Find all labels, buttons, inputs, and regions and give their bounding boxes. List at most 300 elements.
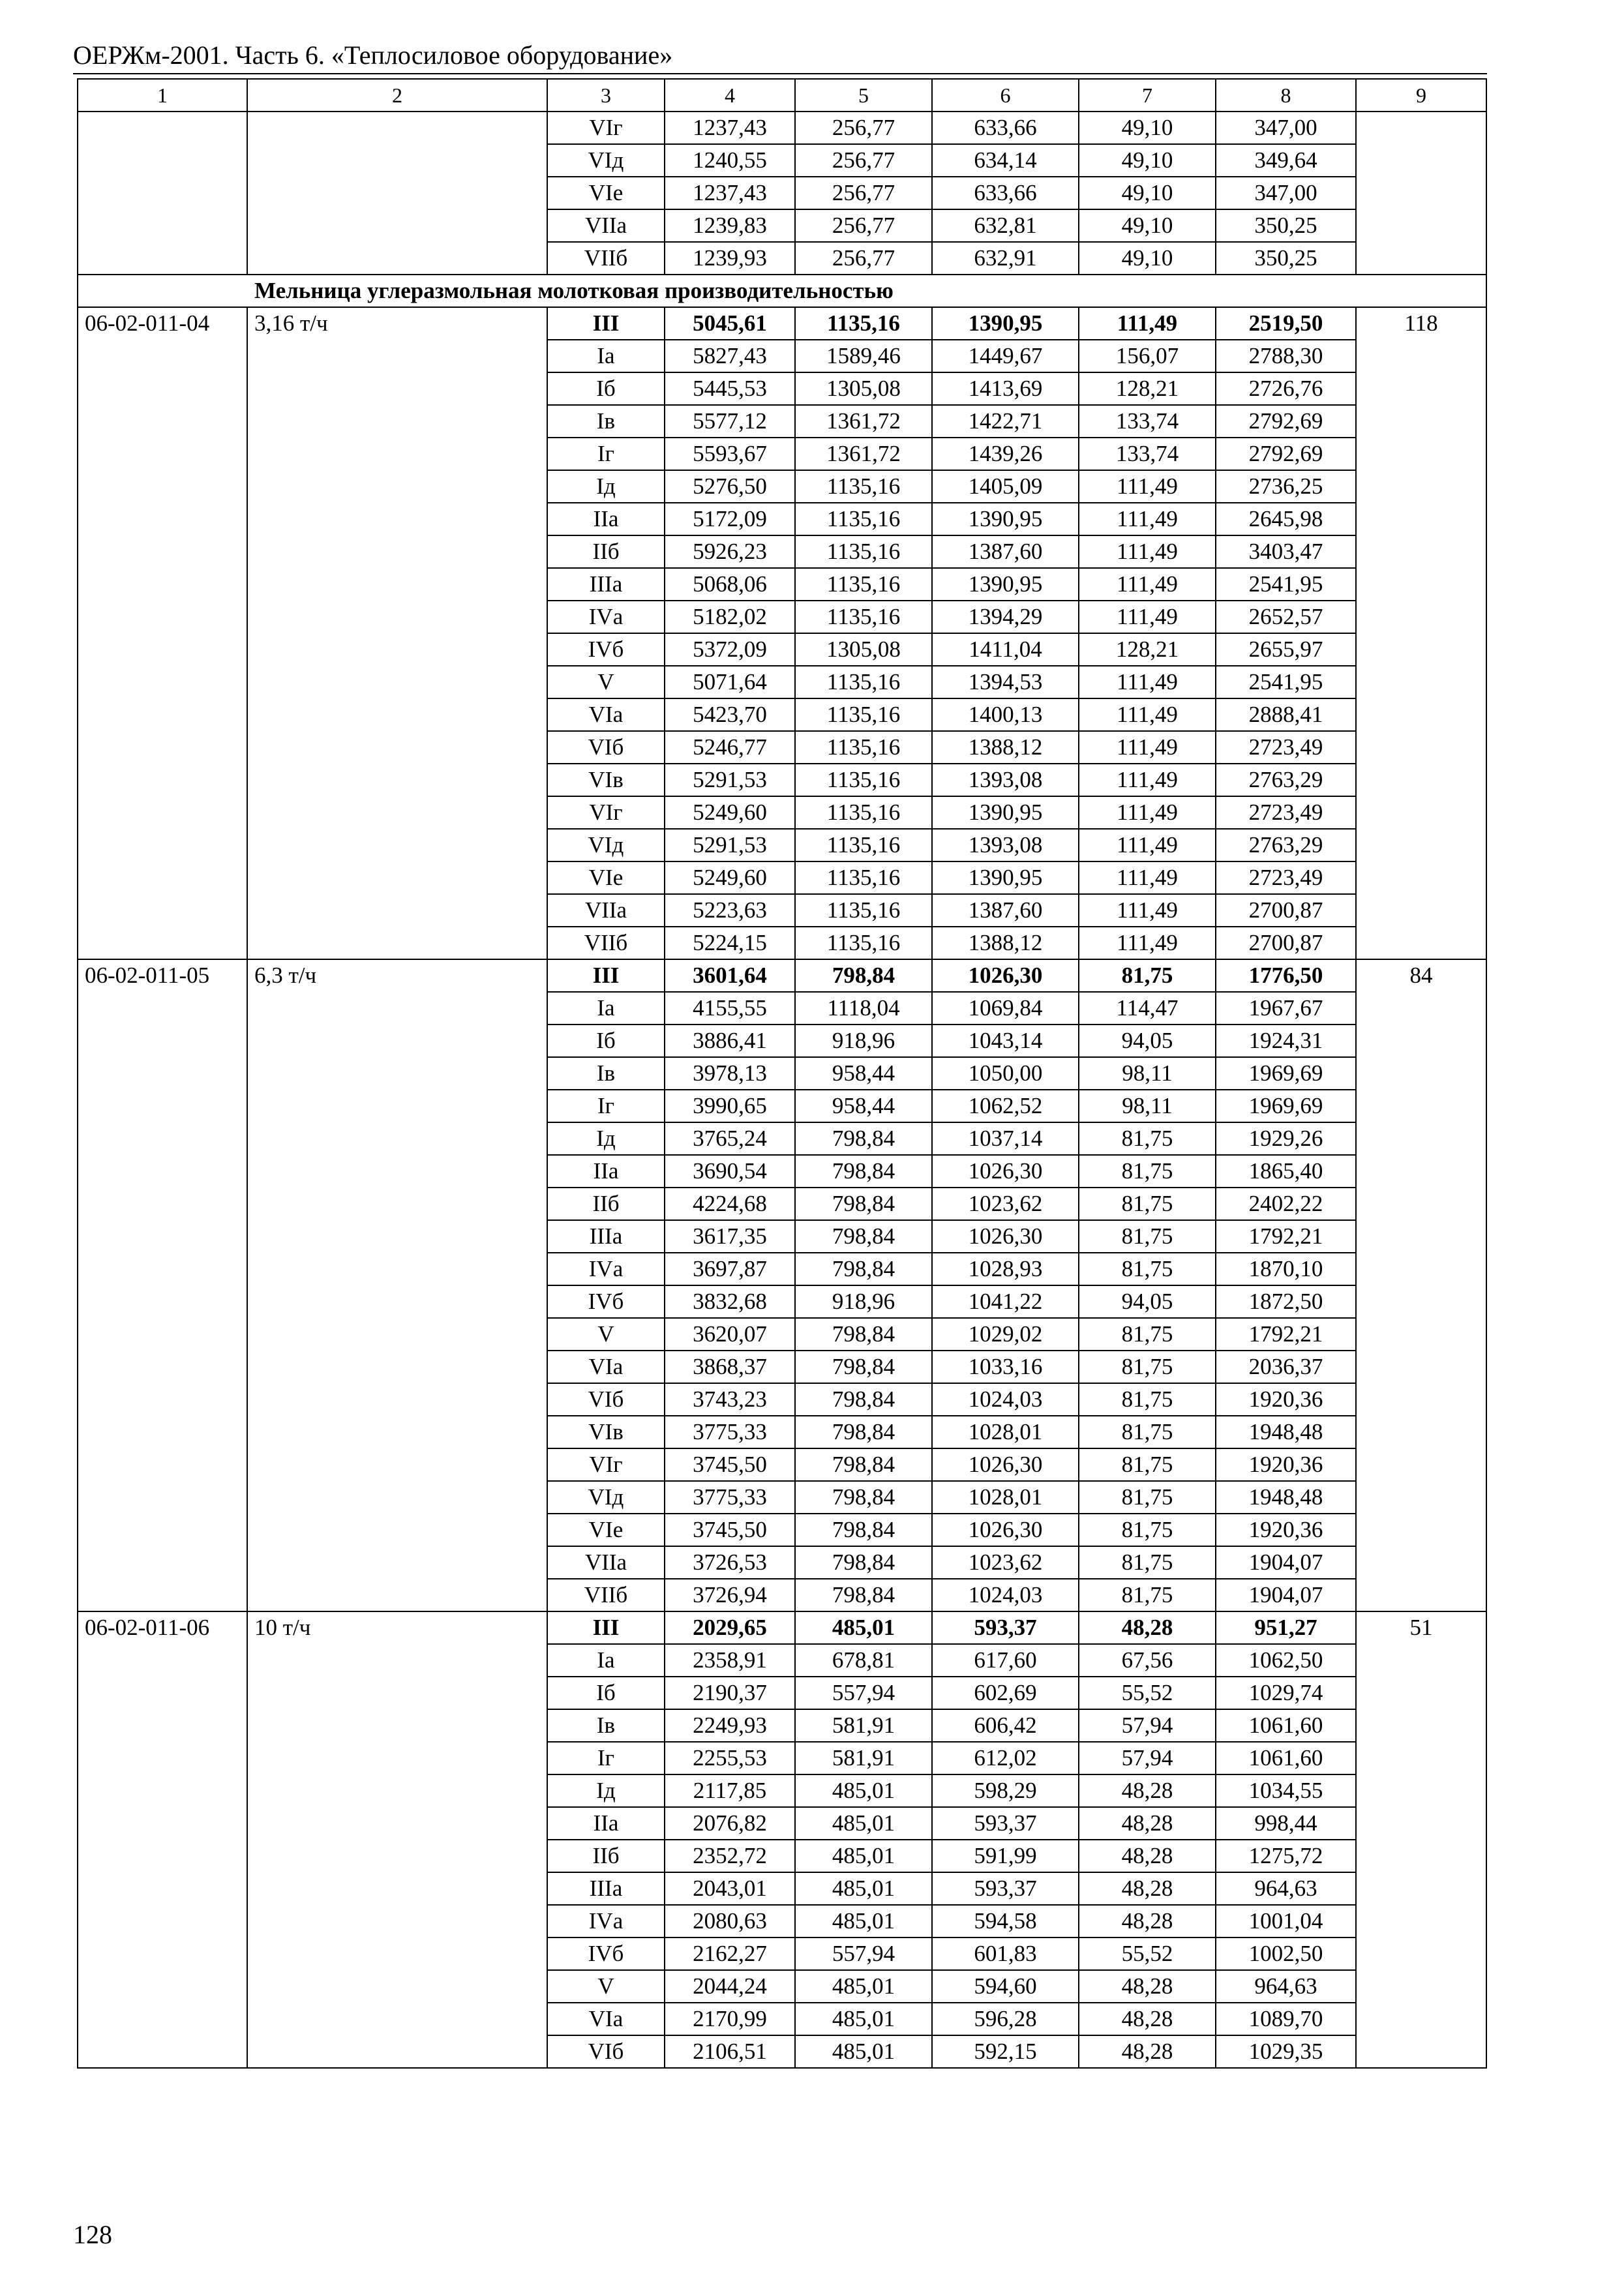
table-row [78,1611,1486,1644]
value-cell: 798,84 [795,1416,932,1448]
value-cell: 1135,16 [795,666,932,698]
col9-cell: 84 [1356,959,1486,1611]
zone-cell: VIб [547,731,665,764]
value-cell: 5246,77 [665,731,795,764]
column-number: 2 [247,79,547,112]
value-cell: 601,83 [932,1937,1079,1970]
value-cell: 256,77 [795,144,932,177]
zone-cell: IVа [547,1253,665,1285]
zone-cell: V [547,666,665,698]
value-cell: 2792,69 [1216,405,1356,438]
value-cell: 1037,14 [932,1122,1079,1155]
rate-code: 06-02-011-05 [78,959,247,1611]
value-cell: 3690,54 [665,1155,795,1188]
value-cell: 128,21 [1079,633,1216,666]
section-row [78,275,1486,307]
value-cell: 133,74 [1079,438,1216,470]
value-cell: 958,44 [795,1057,932,1090]
zone-cell: IIа [547,1807,665,1840]
column-number-row [78,79,1486,112]
value-cell: 592,15 [932,2035,1079,2068]
value-cell: 1967,67 [1216,992,1356,1025]
value-cell: 632,81 [932,209,1079,242]
column-number: 3 [547,79,665,112]
zone-cell: III [547,307,665,340]
value-cell: 2162,27 [665,1937,795,1970]
value-cell: 111,49 [1079,927,1216,959]
table-row [78,959,1486,992]
value-cell: 593,37 [932,1872,1079,1905]
value-cell: 1393,08 [932,764,1079,796]
value-cell: 1400,13 [932,698,1079,731]
zone-cell: VIе [547,177,665,209]
zone-cell: VIIб [547,927,665,959]
value-cell: 2352,72 [665,1840,795,1872]
value-cell: 5068,06 [665,568,795,601]
value-cell: 998,44 [1216,1807,1356,1840]
value-cell: 1135,16 [795,861,932,894]
rate-name: 3,16 т/ч [247,307,547,959]
value-cell: 1792,21 [1216,1318,1356,1351]
value-cell: 1929,26 [1216,1122,1356,1155]
value-cell: 594,58 [932,1905,1079,1937]
value-cell: 1870,10 [1216,1253,1356,1285]
zone-cell: VIд [547,829,665,861]
value-cell: 49,10 [1079,112,1216,144]
value-cell: 57,94 [1079,1742,1216,1774]
value-cell: 678,81 [795,1644,932,1677]
value-cell: 1776,50 [1216,959,1356,992]
value-cell: 1904,07 [1216,1579,1356,1611]
zone-cell: III [547,959,665,992]
value-cell: 2402,22 [1216,1188,1356,1220]
value-cell: 111,49 [1079,666,1216,698]
value-cell: 2723,49 [1216,731,1356,764]
zone-cell: VIг [547,796,665,829]
value-cell: 111,49 [1079,796,1216,829]
value-cell: 1387,60 [932,894,1079,927]
value-cell: 1026,30 [932,1220,1079,1253]
zone-cell: V [547,1970,665,2003]
value-cell: 1792,21 [1216,1220,1356,1253]
value-cell: 111,49 [1079,568,1216,601]
zone-cell: VIв [547,1416,665,1448]
value-cell: 1405,09 [932,470,1079,503]
zone-cell: Iг [547,1742,665,1774]
zone-cell: Iг [547,438,665,470]
value-cell: 1028,01 [932,1416,1079,1448]
zone-cell: Iв [547,1709,665,1742]
value-cell: 798,84 [795,1318,932,1351]
value-cell: 1969,69 [1216,1057,1356,1090]
value-cell: 798,84 [795,1448,932,1481]
value-cell: 256,77 [795,242,932,275]
value-cell: 2044,24 [665,1970,795,2003]
value-cell: 5593,67 [665,438,795,470]
value-cell: 1062,52 [932,1090,1079,1122]
value-cell: 1033,16 [932,1351,1079,1383]
column-number: 9 [1356,79,1486,112]
value-cell: 347,00 [1216,112,1356,144]
value-cell: 1028,01 [932,1481,1079,1514]
zone-cell: IIб [547,535,665,568]
value-cell: 593,37 [932,1807,1079,1840]
zone-cell: IIа [547,503,665,535]
value-cell: 81,75 [1079,1448,1216,1481]
value-cell: 2541,95 [1216,568,1356,601]
value-cell: 48,28 [1079,1840,1216,1872]
column-number: 8 [1216,79,1356,112]
zone-cell: III [547,1611,665,1644]
value-cell: 55,52 [1079,1937,1216,1970]
zone-cell: VIб [547,1383,665,1416]
value-cell: 1589,46 [795,340,932,372]
zone-cell: Iа [547,1644,665,1677]
rates-table [77,78,1486,2069]
value-cell: 98,11 [1079,1057,1216,1090]
value-cell: 1240,55 [665,144,795,177]
value-cell: 2190,37 [665,1677,795,1709]
value-cell: 1135,16 [795,307,932,340]
zone-cell: VIIб [547,242,665,275]
value-cell: 48,28 [1079,1970,1216,2003]
value-cell: 1275,72 [1216,1840,1356,1872]
value-cell: 617,60 [932,1644,1079,1677]
zone-cell: IIIа [547,1220,665,1253]
value-cell: 1029,02 [932,1318,1079,1351]
zone-cell: Iб [547,1025,665,1057]
zone-cell: IIIа [547,1872,665,1905]
value-cell: 606,42 [932,1709,1079,1742]
value-cell: 49,10 [1079,177,1216,209]
value-cell: 1069,84 [932,992,1079,1025]
value-cell: 632,91 [932,242,1079,275]
value-cell: 2652,57 [1216,601,1356,633]
value-cell: 596,28 [932,2003,1079,2035]
value-cell: 485,01 [795,1807,932,1840]
value-cell: 94,05 [1079,1025,1216,1057]
value-cell: 111,49 [1079,601,1216,633]
value-cell: 798,84 [795,1481,932,1514]
value-cell: 594,60 [932,1970,1079,2003]
value-cell: 4224,68 [665,1188,795,1220]
value-cell: 798,84 [795,1220,932,1253]
zone-cell: Iд [547,1774,665,1807]
value-cell: 1948,48 [1216,1416,1356,1448]
value-cell: 5445,53 [665,372,795,405]
value-cell: 798,84 [795,1155,932,1188]
value-cell: 798,84 [795,1383,932,1416]
value-cell: 485,01 [795,1970,932,2003]
value-cell: 2763,29 [1216,829,1356,861]
value-cell: 1237,43 [665,177,795,209]
code-cell [78,112,247,275]
value-cell: 3403,47 [1216,535,1356,568]
value-cell: 557,94 [795,1677,932,1709]
zone-cell: Iг [547,1090,665,1122]
value-cell: 612,02 [932,1742,1079,1774]
value-cell: 1002,50 [1216,1937,1356,1970]
value-cell: 1089,70 [1216,2003,1356,2035]
value-cell: 2736,25 [1216,470,1356,503]
value-cell: 111,49 [1079,894,1216,927]
rate-name: 10 т/ч [247,1611,547,2068]
zone-cell: VIг [547,1448,665,1481]
value-cell: 3775,33 [665,1481,795,1514]
zone-cell: Iд [547,1122,665,1155]
value-cell: 1026,30 [932,1514,1079,1546]
value-cell: 798,84 [795,1514,932,1546]
value-cell: 81,75 [1079,1579,1216,1611]
value-cell: 48,28 [1079,2035,1216,2068]
value-cell: 633,66 [932,112,1079,144]
value-cell: 1118,04 [795,992,932,1025]
value-cell: 1034,55 [1216,1774,1356,1807]
value-cell: 3990,65 [665,1090,795,1122]
zone-cell: Iа [547,992,665,1025]
value-cell: 1239,93 [665,242,795,275]
value-cell: 3978,13 [665,1057,795,1090]
value-cell: 918,96 [795,1285,932,1318]
value-cell: 57,94 [1079,1709,1216,1742]
value-cell: 3868,37 [665,1351,795,1383]
value-cell: 48,28 [1079,1807,1216,1840]
value-cell: 1024,03 [932,1383,1079,1416]
value-cell: 48,28 [1079,1774,1216,1807]
value-cell: 49,10 [1079,209,1216,242]
value-cell: 1135,16 [795,731,932,764]
value-cell: 111,49 [1079,764,1216,796]
column-number: 7 [1079,79,1216,112]
value-cell: 3745,50 [665,1448,795,1481]
zone-cell: VIв [547,764,665,796]
zone-cell: IIб [547,1840,665,1872]
value-cell: 3832,68 [665,1285,795,1318]
zone-cell: VIе [547,861,665,894]
value-cell: 49,10 [1079,144,1216,177]
value-cell: 5926,23 [665,535,795,568]
value-cell: 2541,95 [1216,666,1356,698]
value-cell: 1135,16 [795,764,932,796]
value-cell: 2519,50 [1216,307,1356,340]
value-cell: 1388,12 [932,731,1079,764]
value-cell: 4155,55 [665,992,795,1025]
value-cell: 5182,02 [665,601,795,633]
page-header: ОЕРЖм-2001. Часть 6. «Теплосиловое оборудование» [73,40,673,70]
value-cell: 350,25 [1216,209,1356,242]
value-cell: 2723,49 [1216,861,1356,894]
value-cell: 3620,07 [665,1318,795,1351]
value-cell: 5827,43 [665,340,795,372]
value-cell: 1135,16 [795,698,932,731]
value-cell: 1135,16 [795,601,932,633]
value-cell: 5249,60 [665,796,795,829]
value-cell: 798,84 [795,959,932,992]
value-cell: 98,11 [1079,1090,1216,1122]
value-cell: 3743,23 [665,1383,795,1416]
value-cell: 2076,82 [665,1807,795,1840]
value-cell: 485,01 [795,1611,932,1644]
value-cell: 5223,63 [665,894,795,927]
value-cell: 347,00 [1216,177,1356,209]
value-cell: 2043,01 [665,1872,795,1905]
value-cell: 1393,08 [932,829,1079,861]
value-cell: 602,69 [932,1677,1079,1709]
value-cell: 81,75 [1079,1220,1216,1253]
value-cell: 1390,95 [932,568,1079,601]
value-cell: 1948,48 [1216,1481,1356,1514]
value-cell: 485,01 [795,1774,932,1807]
value-cell: 81,75 [1079,1546,1216,1579]
value-cell: 1028,93 [932,1253,1079,1285]
value-cell: 2700,87 [1216,927,1356,959]
value-cell: 1135,16 [795,796,932,829]
value-cell: 1062,50 [1216,1644,1356,1677]
value-cell: 1394,29 [932,601,1079,633]
value-cell: 485,01 [795,1840,932,1872]
value-cell: 2029,65 [665,1611,795,1644]
value-cell: 350,25 [1216,242,1356,275]
value-cell: 256,77 [795,112,932,144]
zone-cell: IIа [547,1155,665,1188]
value-cell: 1135,16 [795,470,932,503]
value-cell: 3765,24 [665,1122,795,1155]
zone-cell: Iв [547,1057,665,1090]
value-cell: 2888,41 [1216,698,1356,731]
col9-cell: 51 [1356,1611,1486,2068]
value-cell: 798,84 [795,1351,932,1383]
value-cell: 111,49 [1079,861,1216,894]
zone-cell: VIIб [547,1579,665,1611]
value-cell: 2723,49 [1216,796,1356,829]
value-cell: 958,44 [795,1090,932,1122]
value-cell: 591,99 [932,1840,1079,1872]
value-cell: 633,66 [932,177,1079,209]
value-cell: 581,91 [795,1742,932,1774]
value-cell: 1026,30 [932,1448,1079,1481]
value-cell: 485,01 [795,2003,932,2035]
value-cell: 1305,08 [795,633,932,666]
value-cell: 1361,72 [795,438,932,470]
value-cell: 5372,09 [665,633,795,666]
value-cell: 48,28 [1079,2003,1216,2035]
value-cell: 1024,03 [932,1579,1079,1611]
value-cell: 49,10 [1079,242,1216,275]
value-cell: 114,47 [1079,992,1216,1025]
col9-cell [1356,112,1486,275]
zone-cell: VIб [547,2035,665,2068]
value-cell: 1390,95 [932,503,1079,535]
value-cell: 3601,64 [665,959,795,992]
value-cell: 48,28 [1079,1872,1216,1905]
value-cell: 1001,04 [1216,1905,1356,1937]
value-cell: 256,77 [795,209,932,242]
value-cell: 1449,67 [932,340,1079,372]
value-cell: 485,01 [795,1872,932,1905]
value-cell: 1135,16 [795,568,932,601]
value-cell: 2763,29 [1216,764,1356,796]
value-cell: 349,64 [1216,144,1356,177]
value-cell: 111,49 [1079,535,1216,568]
value-cell: 1305,08 [795,372,932,405]
value-cell: 2788,30 [1216,340,1356,372]
value-cell: 1026,30 [932,959,1079,992]
value-cell: 3726,94 [665,1579,795,1611]
value-cell: 1029,35 [1216,2035,1356,2068]
value-cell: 634,14 [932,144,1079,177]
value-cell: 918,96 [795,1025,932,1057]
value-cell: 1422,71 [932,405,1079,438]
zone-cell: VIIа [547,209,665,242]
value-cell: 5249,60 [665,861,795,894]
value-cell: 2255,53 [665,1742,795,1774]
value-cell: 128,21 [1079,372,1216,405]
value-cell: 1439,26 [932,438,1079,470]
value-cell: 1904,07 [1216,1546,1356,1579]
value-cell: 1061,60 [1216,1742,1356,1774]
value-cell: 1394,53 [932,666,1079,698]
value-cell: 256,77 [795,177,932,209]
zone-cell: IVа [547,1905,665,1937]
value-cell: 81,75 [1079,1188,1216,1220]
col9-cell: 118 [1356,307,1486,959]
zone-cell: IIб [547,1188,665,1220]
value-cell: 2655,97 [1216,633,1356,666]
value-cell: 3617,35 [665,1220,795,1253]
value-cell: 3726,53 [665,1546,795,1579]
value-cell: 5224,15 [665,927,795,959]
value-cell: 557,94 [795,1937,932,1970]
value-cell: 2726,76 [1216,372,1356,405]
value-cell: 964,63 [1216,1970,1356,2003]
value-cell: 94,05 [1079,1285,1216,1318]
zone-cell: Iа [547,340,665,372]
value-cell: 1390,95 [932,796,1079,829]
value-cell: 1920,36 [1216,1514,1356,1546]
zone-cell: VIг [547,112,665,144]
value-cell: 111,49 [1079,307,1216,340]
value-cell: 2170,99 [665,2003,795,2035]
value-cell: 67,56 [1079,1644,1216,1677]
zone-cell: VIIа [547,894,665,927]
zone-cell: IVа [547,601,665,633]
value-cell: 81,75 [1079,1122,1216,1155]
value-cell: 964,63 [1216,1872,1356,1905]
zone-cell: IVб [547,633,665,666]
value-cell: 2249,93 [665,1709,795,1742]
value-cell: 1872,50 [1216,1285,1356,1318]
value-cell: 1239,83 [665,209,795,242]
value-cell: 1026,30 [932,1155,1079,1188]
value-cell: 156,07 [1079,340,1216,372]
value-cell: 81,75 [1079,1155,1216,1188]
value-cell: 2036,37 [1216,1351,1356,1383]
value-cell: 81,75 [1079,1351,1216,1383]
value-cell: 1237,43 [665,112,795,144]
value-cell: 111,49 [1079,731,1216,764]
value-cell: 81,75 [1079,1481,1216,1514]
name-cell [247,112,547,275]
table-row [78,307,1486,340]
value-cell: 485,01 [795,2035,932,2068]
value-cell: 2700,87 [1216,894,1356,927]
value-cell: 2358,91 [665,1644,795,1677]
value-cell: 798,84 [795,1122,932,1155]
value-cell: 1390,95 [932,307,1079,340]
value-cell: 5276,50 [665,470,795,503]
header-rule [73,73,1487,74]
value-cell: 1865,40 [1216,1155,1356,1188]
